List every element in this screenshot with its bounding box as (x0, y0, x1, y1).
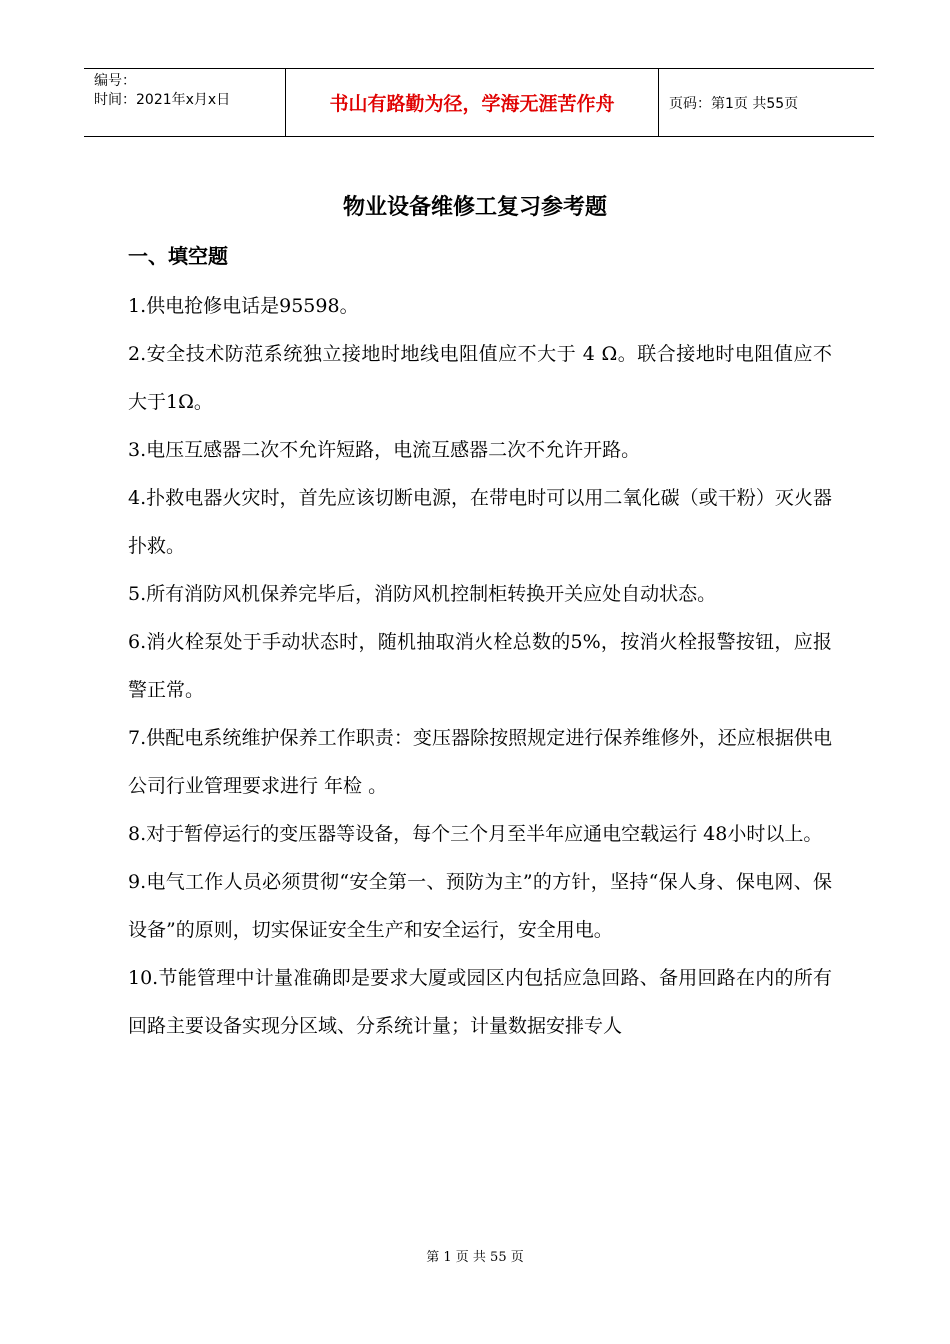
section-heading: 一、填空题 (128, 244, 228, 268)
page-header (84, 68, 874, 137)
question-item: 6.消火栓泵处于手动状态时，随机抽取消火栓总数的5%，按消火栓报警按钮，应报警正常。 (128, 631, 832, 701)
question-list (128, 282, 832, 1050)
question-item: 5.所有消防风机保养完毕后，消防风机控制柜转换开关应处自动状态。 (128, 583, 717, 605)
document-date-label: 时间：2021年x月x日 (94, 92, 231, 108)
header-page-label: 页码：第1页 共55页 (669, 95, 799, 112)
question-item: 9.电气工作人员必须贯彻“安全第一、预防为主”的方针，坚持“保人身、保电网、保设备”的原则，切实保证安全生产和安全运行，安全用电。 (128, 871, 832, 941)
document-title: 物业设备维修工复习参考题 (342, 195, 607, 220)
question-item: 8.对于暂停运行的变压器等设备，每个三个月至半年应通电空载运行 48小时以上。 (128, 823, 823, 845)
question-item: 4.扑救电器火灾时，首先应该切断电源，在带电时可以用二氧化碳（或干粉）灭火器扑救。 (128, 487, 832, 557)
document-number-label: 编号： (94, 73, 136, 89)
question-item: 10.节能管理中计量准确即是要求大厦或园区内包括应急回路、备用回路在内的所有回路主要设备实现分区域、分系统计量；计量数据安排专人 (128, 967, 832, 1037)
page-footer: 第 1 页 共 55 页 (426, 1250, 524, 1265)
question-item: 7.供配电系统维护保养工作职责：变压器除按照规定进行保养维修外，还应根据供电公司行业管理要求进行 年检 。 (128, 727, 832, 797)
header-motto: 书山有路勤为径，学海无涯苦作舟 (286, 69, 659, 136)
question-item: 3.电压互感器二次不允许短路，电流互感器二次不允许开路。 (128, 439, 641, 461)
question-item: 2.安全技术防范系统独立接地时地线电阻值应不大于 4 Ω。联合接地时电阻值应不大于1Ω。 (128, 343, 832, 413)
question-item: 1.供电抢修电话是95598。 (128, 295, 359, 317)
header-meta (84, 69, 286, 136)
